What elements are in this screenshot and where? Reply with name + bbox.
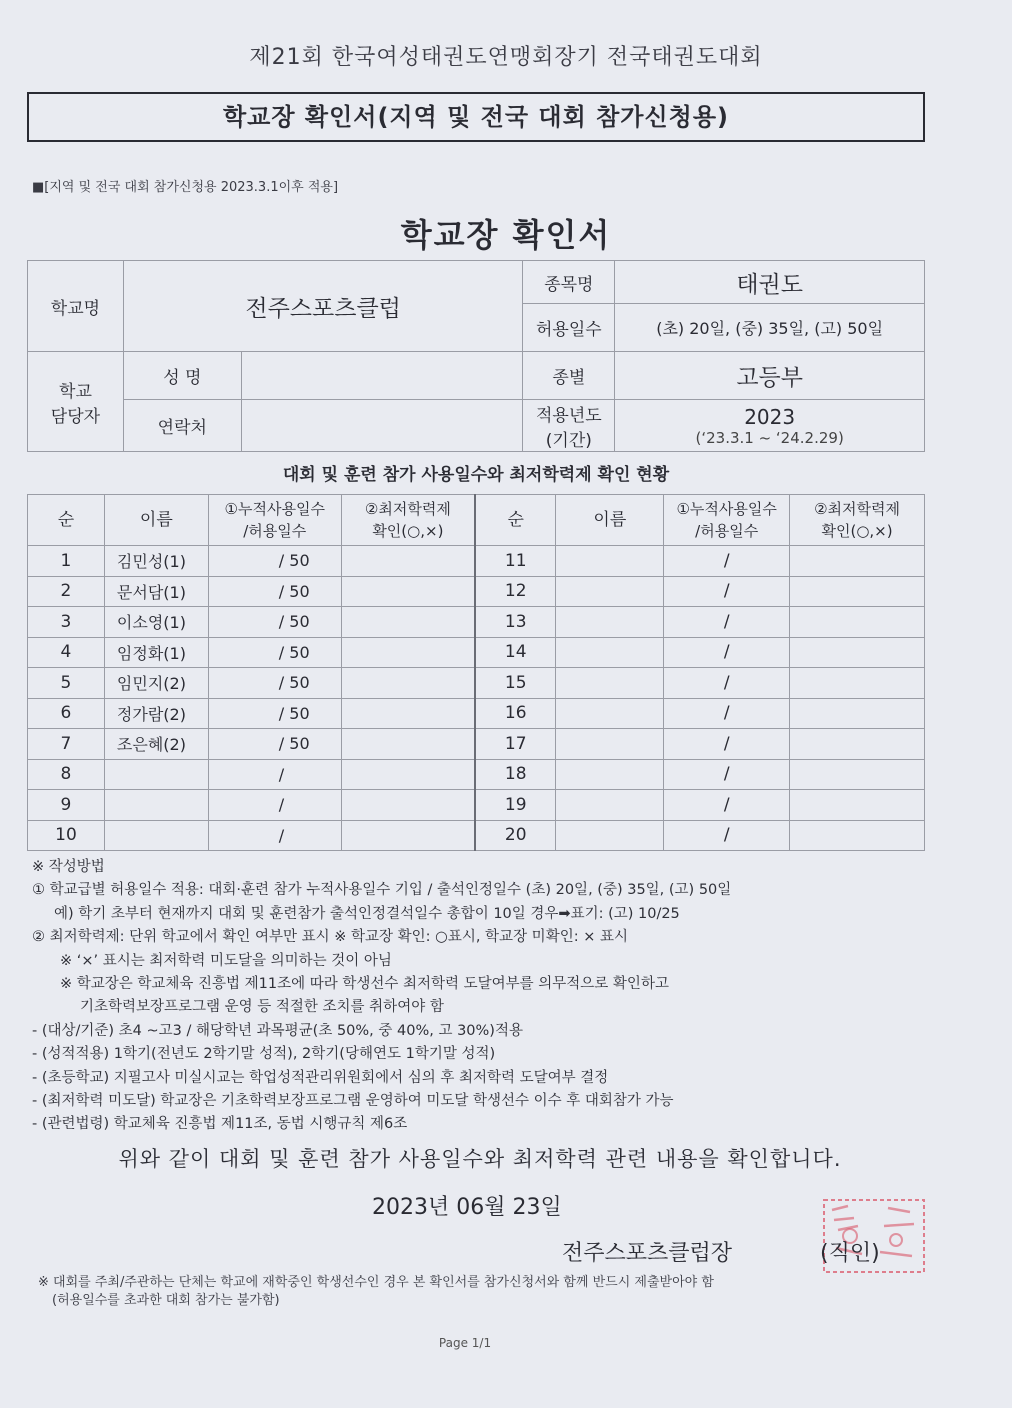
col-days-right-line1: ①누적사용일수 <box>676 500 777 518</box>
row-days-right: / <box>664 546 790 577</box>
note-line: - (대상/기준) 초4 ~고3 / 해당학년 과목평균(초 50%, 중 40%, 고 30%)적용 <box>32 1022 523 1039</box>
school-value: 전주스포츠클럽 <box>123 261 522 352</box>
col-days-line2: /허용일수 <box>243 522 307 540</box>
event-title: 제21회 한국여성태권도연맹회장기 전국태권도대회 <box>249 45 763 70</box>
row-check-right[interactable] <box>790 759 925 790</box>
event-label: 종목명 <box>523 261 615 304</box>
table-row <box>28 607 925 638</box>
col-days-right-line2: /허용일수 <box>695 522 759 540</box>
row-no-right: 14 <box>475 637 556 668</box>
row-name: 김민성(1) <box>104 546 208 577</box>
row-name: 정가람(2) <box>104 698 208 729</box>
table-row <box>28 668 925 699</box>
event-value: 태권도 <box>615 261 925 304</box>
row-check[interactable] <box>341 576 475 607</box>
row-name-right[interactable] <box>556 576 664 607</box>
note-line: - (최저학력 미도달) 학교장은 기초학력보장프로그램 운영하여 미도달 학생선수 이수 후 대회참가 가능 <box>32 1093 674 1110</box>
row-days-right: / <box>664 759 790 790</box>
table-row <box>28 698 925 729</box>
row-days-right: / <box>664 576 790 607</box>
row-no-right: 18 <box>475 759 556 790</box>
row-no: 1 <box>28 546 105 577</box>
col-name-right: 이름 <box>556 495 664 546</box>
row-name: 이소영(1) <box>104 607 208 638</box>
note-line: 예) 학기 초부터 현재까지 대회 및 훈련참가 출석인정결석일수 총합이 10일 경우➡표기: (고) 10/25 <box>54 905 680 922</box>
allowed-label: 허용일수 <box>523 304 615 352</box>
footer-line1: ※ 대회를 주최/주관하는 단체는 학교에 재학중인 학생선수인 경우 본 확인서를 참가신청서와 함께 반드시 제출받아야 함 <box>38 1275 714 1290</box>
row-check-right[interactable] <box>790 729 925 760</box>
row-days: / <box>208 820 341 851</box>
row-name-right[interactable] <box>556 790 664 821</box>
row-check[interactable] <box>341 668 475 699</box>
phone-value[interactable] <box>241 400 523 452</box>
row-check[interactable] <box>341 790 475 821</box>
document-box-title: 학교장 확인서(지역 및 전국 대회 참가신청용) <box>27 92 925 142</box>
row-name-right[interactable] <box>556 759 664 790</box>
seal-label: (직인) <box>820 1241 880 1266</box>
row-name-right[interactable] <box>556 607 664 638</box>
table-row <box>28 637 925 668</box>
table-row <box>28 820 925 851</box>
row-name[interactable] <box>104 820 208 851</box>
col-check <box>341 495 475 546</box>
row-no-right: 20 <box>475 820 556 851</box>
col-days <box>208 495 341 546</box>
note-line: - (성적적용) 1학기(전년도 2학기말 성적), 2학기(당해연도 1학기말 성적) <box>32 1046 496 1063</box>
phone-label: 연락처 <box>123 400 241 452</box>
row-name: 문서담(1) <box>104 576 208 607</box>
row-name: 임정화(1) <box>104 637 208 668</box>
row-check-right[interactable] <box>790 546 925 577</box>
note-line: ※ ‘×’ 표시는 최저학력 미도달을 의미하는 것이 아님 <box>60 952 392 969</box>
school-label: 학교명 <box>28 261 124 352</box>
row-days: / 50 <box>208 637 341 668</box>
row-days-right: / <box>664 729 790 760</box>
row-days: / 50 <box>208 546 341 577</box>
row-days-right: / <box>664 637 790 668</box>
row-check-right[interactable] <box>790 576 925 607</box>
year-label-line1: 적용년도 <box>535 405 602 426</box>
row-check-right[interactable] <box>790 790 925 821</box>
contact-label <box>28 352 124 452</box>
year-label-line2: (기간) <box>545 430 592 451</box>
doc-title: 학교장 확인서 <box>400 216 612 254</box>
row-days: / 50 <box>208 668 341 699</box>
row-name-right[interactable] <box>556 668 664 699</box>
period-value: (‘23.3.1 ~ ‘24.2.29) <box>695 428 844 447</box>
row-days: / 50 <box>208 607 341 638</box>
row-days: / 50 <box>208 698 341 729</box>
division-label: 종별 <box>523 352 615 400</box>
instructions <box>32 856 731 1137</box>
row-no-right: 11 <box>475 546 556 577</box>
applies-note: ■[지역 및 전국 대회 참가신청용 2023.3.1이후 적용] <box>32 180 339 195</box>
year-label <box>523 400 615 452</box>
row-days: / <box>208 759 341 790</box>
row-days: / 50 <box>208 576 341 607</box>
row-days-right: / <box>664 698 790 729</box>
row-check-right[interactable] <box>790 607 925 638</box>
row-check-right[interactable] <box>790 698 925 729</box>
row-name-right[interactable] <box>556 729 664 760</box>
note-line: - (관련법령) 학교체육 진흥법 제11조, 동법 시행규칙 제6조 <box>32 1116 408 1133</box>
col-name: 이름 <box>104 495 208 546</box>
row-no: 7 <box>28 729 105 760</box>
table-row <box>28 576 925 607</box>
row-no: 5 <box>28 668 105 699</box>
row-no: 9 <box>28 790 105 821</box>
table-row <box>28 790 925 821</box>
page-number: Page 1/1 <box>438 1336 492 1350</box>
row-no-right: 17 <box>475 729 556 760</box>
row-check[interactable] <box>341 637 475 668</box>
row-days-right: / <box>664 790 790 821</box>
row-check[interactable] <box>341 759 475 790</box>
col-check-right <box>790 495 925 546</box>
contact-label-line2: 담당자 <box>50 406 101 427</box>
row-no: 3 <box>28 607 105 638</box>
row-name[interactable] <box>104 759 208 790</box>
row-check-right[interactable] <box>790 668 925 699</box>
row-days: / 50 <box>208 729 341 760</box>
contact-label-line1: 학교 <box>59 381 92 402</box>
note-line: ② 최저학력제: 단위 학교에서 확인 여부만 표시 ※ 학교장 확인: ○표시, 학교장 미확인: × 표시 <box>32 929 628 946</box>
section-title: 대회 및 훈련 참가 사용일수와 최저학력제 확인 현황 <box>282 465 670 485</box>
col-no-right: 순 <box>475 495 556 546</box>
note-line: 기초학력보장프로그램 운영 등 적절한 조치를 취하여야 함 <box>80 999 444 1016</box>
row-check[interactable] <box>341 729 475 760</box>
row-days-right: / <box>664 607 790 638</box>
year-value-cell <box>615 400 925 452</box>
col-days-line1: ①누적사용일수 <box>224 500 325 518</box>
table-row <box>28 546 925 577</box>
row-name: 조은혜(2) <box>104 729 208 760</box>
row-no-right: 19 <box>475 790 556 821</box>
table-row <box>28 729 925 760</box>
name-label: 성 명 <box>123 352 241 400</box>
year-value: 2023 <box>744 404 796 429</box>
table-header-row <box>28 495 925 546</box>
footer-note <box>38 1274 714 1310</box>
row-days-right: / <box>664 820 790 851</box>
row-check[interactable] <box>341 698 475 729</box>
info-table <box>27 260 925 452</box>
row-check[interactable] <box>341 820 475 851</box>
row-check-right[interactable] <box>790 637 925 668</box>
row-name-right[interactable] <box>556 546 664 577</box>
note-line: ① 학교급별 허용일수 적용: 대회·훈련 참가 누적사용일수 기입 / 출석인정일수 (초) 20일, (중) 35일, (고) 50일 <box>32 882 732 899</box>
row-no-right: 16 <box>475 698 556 729</box>
participation-table <box>27 494 925 851</box>
row-days: / <box>208 790 341 821</box>
row-name-right[interactable] <box>556 820 664 851</box>
note-line: - (초등학교) 지필고사 미실시교는 학업성적관리위원회에서 심의 후 최저학력 도달여부 결정 <box>32 1069 609 1086</box>
row-no-right: 12 <box>475 576 556 607</box>
row-no-right: 15 <box>475 668 556 699</box>
row-name-right[interactable] <box>556 698 664 729</box>
note-line: ※ 학교장은 학교체육 진흥법 제11조에 따라 학생선수 최저학력 도달여부를 의무적으로 확인하고 <box>60 976 669 993</box>
col-no: 순 <box>28 495 105 546</box>
row-no: 8 <box>28 759 105 790</box>
row-name-right[interactable] <box>556 637 664 668</box>
footer-line2: (허용일수를 초과한 대회 참가는 불가함) <box>52 1293 280 1308</box>
row-name[interactable] <box>104 790 208 821</box>
row-check-right[interactable] <box>790 820 925 851</box>
allowed-value: (초) 20일, (중) 35일, (고) 50일 <box>615 304 925 352</box>
row-no: 4 <box>28 637 105 668</box>
row-no: 6 <box>28 698 105 729</box>
organization-head: 전주스포츠클럽장 <box>562 1241 733 1266</box>
row-days-right: / <box>664 668 790 699</box>
issue-date: 2023년 06월 23일 <box>372 1195 562 1220</box>
note-line: ※ 작성방법 <box>32 859 105 875</box>
col-check-line1: ②최저학력제 <box>364 500 451 518</box>
row-no: 2 <box>28 576 105 607</box>
confirm-statement: 위와 같이 대회 및 훈련 참가 사용일수와 최저학력 관련 내용을 확인합니다. <box>118 1147 842 1171</box>
name-value[interactable] <box>241 352 523 400</box>
division-value: 고등부 <box>615 352 925 400</box>
col-days-right <box>664 495 790 546</box>
row-no: 10 <box>28 820 105 851</box>
row-no-right: 13 <box>475 607 556 638</box>
col-check-line2: 확인(○,×) <box>372 522 444 540</box>
row-check[interactable] <box>341 546 475 577</box>
col-check-right-line1: ②최저학력제 <box>814 500 900 518</box>
table-row <box>28 759 925 790</box>
row-check[interactable] <box>341 607 475 638</box>
row-name: 임민지(2) <box>104 668 208 699</box>
col-check-right-line2: 확인(○,×) <box>821 522 893 540</box>
